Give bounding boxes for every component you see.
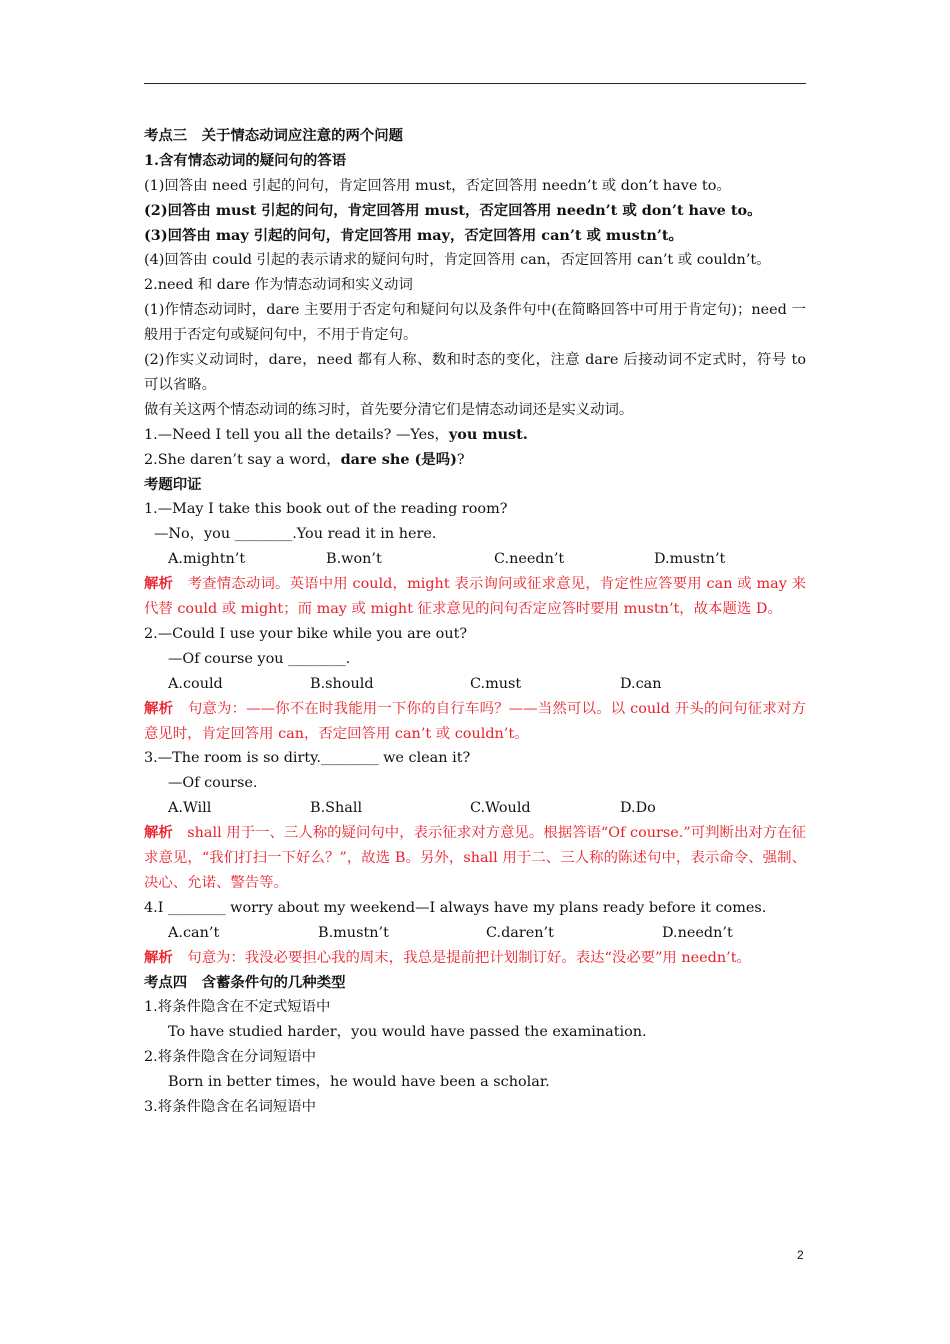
exam-heading: 考题印证 [144, 475, 202, 493]
q2-analysis-label: 解析 [144, 699, 174, 717]
q1-option-a: A.mightn’t [168, 551, 246, 568]
q3-option-a: A.Will [168, 800, 212, 817]
type-1-title: 1.将条件隐含在不定式短语中 [144, 999, 331, 1016]
rule-tip: 做有关这两个情态动词的练习时，首先要分清它们是情态动词还是实义动词。 [144, 401, 634, 418]
q3-reply: —Of course. [168, 775, 258, 792]
q1-options [144, 547, 806, 572]
q4-option-b: B.mustn’t [318, 924, 389, 941]
section-heading-3: 考点三 关于情态动词应注意的两个问题 [144, 127, 404, 144]
q3-options [144, 796, 806, 821]
q4-options [144, 921, 806, 946]
type-2-title: 2.将条件隐含在分词短语中 [144, 1049, 317, 1066]
q4-option-a: A.can’t [168, 924, 220, 941]
q3-stem: 3.—The room is so dirty.________ we clean it? [144, 750, 471, 767]
rule-may: (3)回答由 may 引起的问句，肯定回答用 may，否定回答用 can’t 或 mustn’t。 [144, 226, 683, 244]
q2-option-b: B.should [310, 675, 374, 692]
q3-option-b: B.Shall [310, 800, 363, 817]
q1-analysis [144, 572, 806, 622]
rule-notional-use: (2)作实义动词时，dare，need 都有人称、数和时态的变化，注意 dare 后接动词不定式时，符号 to 可以省略。 [144, 352, 806, 393]
q1-reply: —No，you ________.You read it in here. [154, 526, 437, 543]
q3-option-c: C.Would [470, 800, 531, 817]
q4-analysis-label: 解析 [144, 948, 173, 966]
q1-analysis-label: 解析 [144, 575, 174, 593]
q2-option-d: D.can [620, 675, 662, 692]
type-1-example: To have studied harder，you would have passed the examination. [168, 1024, 647, 1041]
header-rule [144, 83, 806, 84]
q3-option-d: D.Do [620, 800, 656, 817]
rule-could: (4)回答由 could 引起的表示请求的疑问句时，肯定回答用 can，否定回答用 can’t 或 couldn’t。 [144, 252, 771, 269]
q2-options [144, 672, 806, 697]
q2-reply: —Of course you ________. [168, 650, 351, 667]
rule-modal-use: (1)作情态动词时，dare 主要用于否定句和疑问句以及条件句中(在简略回答中可用于肯定句)；need 一般用于否定句或疑问句中，不用于肯定句。 [144, 302, 806, 344]
subheading-answers: 1.含有情态动词的疑问句的答语 [144, 151, 347, 169]
q4-analysis [144, 946, 806, 971]
q4-option-c: C.daren’t [486, 924, 554, 941]
q2-stem: 2.—Could I use your bike while you are out? [144, 625, 468, 642]
type-3-title: 3.将条件隐含在名词短语中 [144, 1098, 317, 1115]
q4-option-d: D.needn’t [662, 924, 733, 941]
subheading-need-dare: 2.need 和 dare 作为情态动词和实义动词 [144, 277, 413, 294]
example-2 [144, 448, 806, 473]
rule-must: (2)回答由 must 引起的问句，肯定回答用 must，否定回答用 needn’t 或 don’t have to。 [144, 201, 762, 219]
q4-stem: 4.I ________ worry about my weekend—I always have my plans ready before it comes. [144, 899, 767, 916]
section-heading-4: 考点四 含蓄条件句的几种类型 [144, 973, 346, 991]
q3-analysis-text: shall 用于一、三人称的疑问句中，表示征求对方意见。根据答语“Of course.”可判断出对方在征求意见，“我们打扫一下好么？”，故选 B。另外，shall 用于二、三人称的陈述句中，表示命令、强制、决心、允诺、警告等。 [144, 825, 806, 891]
q3-analysis-label: 解析 [144, 824, 173, 842]
q1-analysis-text: 考查情态动词。英语中用 could，might 表示询问或征求意见，肯定性应答要用 can 或 may 来代替 could 或 might；而 may 或 might 征求意见的问句否定应答时要用 mustn’t，故本题选 D。 [144, 576, 806, 618]
example-1-text: 1.—Need I tell you all the details? —Yes， [144, 426, 449, 443]
page-content [144, 124, 806, 1120]
q3-analysis [144, 821, 806, 896]
example-2-end: ? [456, 451, 465, 468]
q1-option-b: B.won’t [326, 551, 382, 568]
example-2-text: 2.She daren’t say a word， [144, 451, 341, 468]
q2-option-a: A.could [168, 675, 223, 692]
q1-option-c: C.needn’t [494, 551, 565, 568]
page-number: 2 [797, 1248, 804, 1262]
example-1-answer: you must. [448, 425, 528, 443]
q2-option-c: C.must [470, 675, 522, 692]
type-2-example: Born in better times，he would have been a scholar. [168, 1074, 550, 1091]
example-2-tag: dare she (是吗) [340, 450, 457, 468]
q2-analysis-text: 句意为：——你不在时我能用一下你的自行车吗？——当然可以。以 could 开头的问句征求对方意见时，肯定回答用 can，否定回答用 can’t 或 couldn’t。 [144, 700, 806, 742]
rule-need: (1)回答由 need 引起的问句，肯定回答用 must，否定回答用 needn’t 或 don’t have to。 [144, 177, 731, 194]
q1-option-d: D.mustn’t [654, 551, 726, 568]
q4-analysis-text: 句意为：我没必要担心我的周末，我总是提前把计划制订好。表达“没必要”用 needn’t。 [187, 949, 751, 966]
q2-analysis [144, 697, 806, 747]
example-1 [144, 423, 806, 448]
q1-stem: 1.—May I take this book out of the reading room? [144, 501, 508, 518]
